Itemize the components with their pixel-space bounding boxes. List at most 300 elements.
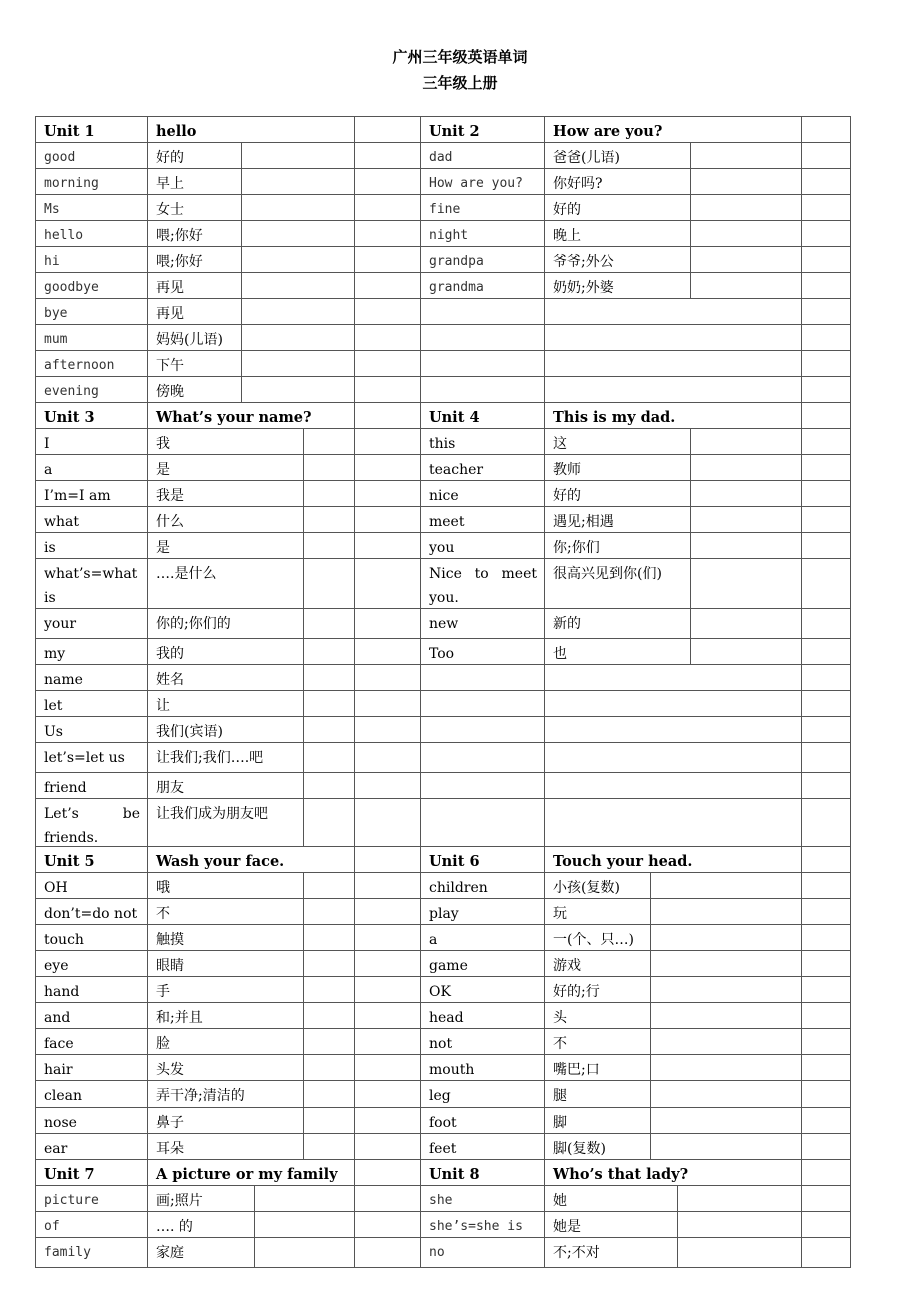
chinese-meaning: 让我们成为朋友吧	[148, 799, 304, 846]
empty-cell	[304, 559, 355, 608]
chinese-meaning: 爷爷;外公	[545, 247, 691, 272]
empty-cell	[802, 1134, 850, 1159]
empty-row	[420, 772, 851, 799]
english-word: a	[421, 925, 545, 950]
english-word: of	[36, 1212, 148, 1237]
empty-cell	[355, 847, 419, 872]
english-word: nose	[36, 1108, 148, 1133]
empty-cell	[802, 195, 850, 220]
empty-cell	[802, 1055, 850, 1080]
word-row	[420, 924, 851, 951]
vocab-table-left	[35, 117, 421, 1268]
empty-cell	[545, 299, 802, 324]
empty-cell	[802, 377, 850, 402]
english-word: leg	[421, 1081, 545, 1107]
empty-cell	[355, 377, 419, 402]
empty-cell	[304, 1134, 355, 1159]
english-word: good	[36, 143, 148, 168]
word-row	[420, 1133, 851, 1160]
word-row	[35, 298, 421, 325]
empty-cell	[304, 1055, 355, 1080]
chinese-meaning: 好的	[545, 481, 691, 506]
english-word: foot	[421, 1108, 545, 1133]
chinese-meaning: 小孩(复数)	[545, 873, 651, 898]
empty-cell	[651, 899, 802, 924]
english-word: hi	[36, 247, 148, 272]
english-word: face	[36, 1029, 148, 1054]
word-row	[35, 428, 421, 455]
english-word: picture	[36, 1186, 148, 1211]
word-row	[35, 898, 421, 925]
word-row	[420, 480, 851, 507]
empty-cell	[355, 743, 419, 772]
chinese-meaning: 一(个、只…)	[545, 925, 651, 950]
english-word: let	[36, 691, 148, 716]
empty-cell	[421, 377, 545, 402]
english-word: night	[421, 221, 545, 246]
english-word-line2: friends.	[44, 830, 99, 846]
empty-cell	[242, 325, 355, 350]
english-word: evening	[36, 377, 148, 402]
word-row	[35, 772, 421, 799]
word-row	[35, 272, 421, 299]
english-word: touch	[36, 925, 148, 950]
u2-header-row	[420, 116, 851, 143]
empty-cell	[304, 799, 355, 846]
empty-cell	[355, 609, 419, 638]
word-row	[35, 690, 421, 717]
u6-header-row	[420, 846, 851, 873]
chinese-meaning: 鼻子	[148, 1108, 304, 1133]
word-row	[35, 1185, 421, 1212]
english-word: Us	[36, 717, 148, 742]
empty-cell	[355, 1081, 419, 1107]
chinese-meaning: 新的	[545, 609, 691, 638]
empty-cell	[421, 665, 545, 690]
chinese-meaning: 好的;行	[545, 977, 651, 1002]
chinese-meaning: 下午	[148, 351, 242, 376]
unit-title: A picture or my family	[148, 1160, 355, 1185]
english-word: hello	[36, 221, 148, 246]
empty-cell	[304, 1081, 355, 1107]
empty-cell	[304, 609, 355, 638]
chinese-meaning: 奶奶;外婆	[545, 273, 691, 298]
word-row	[35, 1107, 421, 1134]
empty-cell	[691, 195, 802, 220]
word-row	[35, 1054, 421, 1081]
unit-label: Unit 5	[36, 847, 148, 872]
word-row	[420, 558, 851, 609]
empty-cell	[802, 743, 850, 772]
empty-cell	[802, 847, 850, 872]
word-row	[35, 664, 421, 691]
empty-cell	[355, 799, 419, 846]
chinese-meaning: 再见	[148, 273, 242, 298]
english-word: let’s=let us	[36, 743, 148, 772]
word-row	[35, 798, 421, 847]
empty-cell	[355, 403, 419, 428]
empty-cell	[802, 169, 850, 194]
chinese-meaning: 喂;你好	[148, 247, 242, 272]
empty-cell	[651, 1029, 802, 1054]
empty-cell	[802, 1108, 850, 1133]
word-row	[420, 168, 851, 195]
empty-cell	[691, 507, 802, 532]
chinese-meaning: 画;照片	[148, 1186, 255, 1211]
empty-cell	[421, 325, 545, 350]
word-row	[35, 742, 421, 773]
english-word: she	[421, 1186, 545, 1211]
empty-cell	[355, 247, 419, 272]
empty-cell	[421, 717, 545, 742]
empty-cell	[355, 273, 419, 298]
empty-cell	[304, 743, 355, 772]
english-word: teacher	[421, 455, 545, 480]
empty-row	[420, 716, 851, 743]
chinese-meaning: 头发	[148, 1055, 304, 1080]
empty-cell	[545, 691, 802, 716]
empty-cell	[802, 533, 850, 558]
chinese-meaning: 她是	[545, 1212, 678, 1237]
unit-title: How are you?	[545, 117, 802, 142]
english-word: hair	[36, 1055, 148, 1080]
empty-cell	[802, 429, 850, 454]
empty-cell	[802, 977, 850, 1002]
word-row	[35, 558, 421, 609]
chinese-meaning: 爸爸(儿语)	[545, 143, 691, 168]
empty-cell	[802, 481, 850, 506]
empty-cell	[802, 403, 850, 428]
word-row	[35, 872, 421, 899]
empty-cell	[802, 247, 850, 272]
empty-cell	[304, 1003, 355, 1028]
chinese-meaning: 我	[148, 429, 304, 454]
word-row	[420, 142, 851, 169]
english-word-line1: what’s=what	[44, 566, 138, 582]
empty-cell	[802, 559, 850, 608]
chinese-meaning: 姓名	[148, 665, 304, 690]
english-word: eye	[36, 951, 148, 976]
empty-cell	[691, 247, 802, 272]
empty-cell	[355, 1186, 419, 1211]
empty-cell	[691, 273, 802, 298]
word-row	[35, 924, 421, 951]
unit-label: Unit 2	[421, 117, 545, 142]
english-word: you	[421, 533, 545, 558]
empty-cell	[355, 1108, 419, 1133]
english-word-line2: you.	[429, 590, 459, 606]
english-word: hand	[36, 977, 148, 1002]
empty-cell	[802, 273, 850, 298]
empty-cell	[802, 351, 850, 376]
empty-cell	[355, 1238, 419, 1267]
empty-row	[420, 350, 851, 377]
empty-cell	[421, 351, 545, 376]
empty-row	[420, 324, 851, 351]
unit-title: Touch your head.	[545, 847, 802, 872]
word-row	[35, 376, 421, 403]
english-word: ear	[36, 1134, 148, 1159]
u3-header-row	[35, 402, 421, 429]
english-word-line2: is	[44, 590, 56, 606]
empty-cell	[802, 925, 850, 950]
empty-cell	[802, 117, 850, 142]
empty-cell	[304, 481, 355, 506]
empty-cell	[802, 507, 850, 532]
empty-cell	[304, 1029, 355, 1054]
empty-cell	[242, 195, 355, 220]
empty-row	[420, 298, 851, 325]
chinese-meaning: 触摸	[148, 925, 304, 950]
empty-cell	[691, 481, 802, 506]
empty-cell	[678, 1212, 802, 1237]
empty-cell	[421, 299, 545, 324]
empty-cell	[355, 691, 419, 716]
empty-cell	[355, 195, 419, 220]
empty-cell	[651, 1108, 802, 1133]
english-word: she’s=she is	[421, 1212, 545, 1237]
empty-cell	[242, 247, 355, 272]
chinese-meaning: 家庭	[148, 1238, 255, 1267]
empty-cell	[355, 169, 419, 194]
english-word: grandma	[421, 273, 545, 298]
empty-cell	[304, 717, 355, 742]
empty-cell	[545, 799, 802, 846]
empty-cell	[691, 143, 802, 168]
empty-cell	[691, 429, 802, 454]
word-row	[35, 976, 421, 1003]
empty-cell	[802, 691, 850, 716]
unit-title: hello	[148, 117, 355, 142]
word-row	[420, 532, 851, 559]
chinese-meaning: 女士	[148, 195, 242, 220]
chinese-meaning: 妈妈(儿语)	[148, 325, 242, 350]
english-word-line1: Let’s be	[44, 806, 140, 822]
word-row	[35, 638, 421, 665]
chinese-meaning: 玩	[545, 899, 651, 924]
english-word: this	[421, 429, 545, 454]
unit-title: What’s your name?	[148, 403, 355, 428]
english-word: is	[36, 533, 148, 558]
chinese-meaning: 傍晚	[148, 377, 242, 402]
empty-cell	[802, 1081, 850, 1107]
empty-cell	[802, 1212, 850, 1237]
empty-cell	[242, 169, 355, 194]
empty-cell	[355, 951, 419, 976]
empty-cell	[304, 925, 355, 950]
empty-cell	[651, 1055, 802, 1080]
page-title: 广州三年级英语单词	[392, 48, 528, 66]
unit-title: Wash your face.	[148, 847, 355, 872]
english-word	[36, 799, 148, 846]
empty-cell	[651, 925, 802, 950]
chinese-meaning: 好的	[545, 195, 691, 220]
empty-cell	[802, 1003, 850, 1028]
empty-cell	[242, 377, 355, 402]
chinese-meaning: 她	[545, 1186, 678, 1211]
empty-cell	[355, 299, 419, 324]
word-row	[420, 428, 851, 455]
chinese-meaning: 朋友	[148, 773, 304, 798]
empty-cell	[355, 325, 419, 350]
unit-label: Unit 3	[36, 403, 148, 428]
empty-cell	[355, 1134, 419, 1159]
empty-cell	[421, 799, 545, 846]
empty-cell	[255, 1186, 355, 1211]
chinese-meaning: 是	[148, 533, 304, 558]
word-row	[420, 1107, 851, 1134]
empty-row	[420, 798, 851, 847]
vocab-table-right	[420, 117, 851, 1268]
empty-cell	[802, 609, 850, 638]
chinese-meaning: 脚	[545, 1108, 651, 1133]
empty-cell	[802, 1186, 850, 1211]
word-row	[420, 1211, 851, 1238]
u1-header-row	[35, 116, 421, 143]
empty-cell	[421, 691, 545, 716]
chinese-meaning: 遇见;相遇	[545, 507, 691, 532]
empty-cell	[355, 143, 419, 168]
chinese-meaning: 我是	[148, 481, 304, 506]
empty-cell	[355, 507, 419, 532]
word-row	[420, 608, 851, 639]
empty-cell	[355, 773, 419, 798]
empty-cell	[545, 773, 802, 798]
word-row	[420, 506, 851, 533]
empty-cell	[242, 273, 355, 298]
english-word: I’m=I am	[36, 481, 148, 506]
word-row	[35, 480, 421, 507]
english-word: friend	[36, 773, 148, 798]
chinese-meaning: 再见	[148, 299, 242, 324]
empty-cell	[651, 1134, 802, 1159]
word-row	[35, 324, 421, 351]
empty-cell	[545, 351, 802, 376]
word-row	[35, 220, 421, 247]
word-row	[420, 454, 851, 481]
empty-cell	[304, 455, 355, 480]
english-word: and	[36, 1003, 148, 1028]
empty-cell	[651, 873, 802, 898]
word-row	[420, 220, 851, 247]
word-row	[35, 506, 421, 533]
word-row	[35, 608, 421, 639]
empty-cell	[304, 773, 355, 798]
empty-cell	[304, 429, 355, 454]
empty-cell	[802, 1029, 850, 1054]
u8-header-row	[420, 1159, 851, 1186]
chinese-meaning: 不;不对	[545, 1238, 678, 1267]
empty-cell	[545, 717, 802, 742]
english-word: OH	[36, 873, 148, 898]
empty-cell	[355, 1212, 419, 1237]
chinese-meaning: 腿	[545, 1081, 651, 1107]
empty-cell	[355, 455, 419, 480]
empty-cell	[691, 533, 802, 558]
chinese-meaning: 也	[545, 639, 691, 664]
empty-cell	[691, 609, 802, 638]
empty-cell	[678, 1238, 802, 1267]
chinese-meaning: 是	[148, 455, 304, 480]
english-word: Ms	[36, 195, 148, 220]
empty-cell	[802, 665, 850, 690]
empty-cell	[651, 951, 802, 976]
chinese-meaning: 手	[148, 977, 304, 1002]
chinese-meaning: 让我们;我们….吧	[148, 743, 304, 772]
english-word: afternoon	[36, 351, 148, 376]
word-row	[35, 950, 421, 977]
u4-header-row	[420, 402, 851, 429]
empty-cell	[802, 325, 850, 350]
empty-cell	[802, 455, 850, 480]
empty-cell	[304, 665, 355, 690]
english-word: children	[421, 873, 545, 898]
chinese-meaning: 教师	[545, 455, 691, 480]
english-word: not	[421, 1029, 545, 1054]
english-word: How are you?	[421, 169, 545, 194]
empty-cell	[651, 977, 802, 1002]
english-word: no	[421, 1238, 545, 1267]
empty-cell	[304, 977, 355, 1002]
english-word: don’t=do not	[36, 899, 148, 924]
english-word	[36, 559, 148, 608]
empty-cell	[691, 559, 802, 608]
empty-cell	[304, 1108, 355, 1133]
chinese-meaning: 晚上	[545, 221, 691, 246]
word-row	[420, 194, 851, 221]
english-word: I	[36, 429, 148, 454]
empty-cell	[802, 773, 850, 798]
empty-cell	[355, 1003, 419, 1028]
english-word: fine	[421, 195, 545, 220]
english-word: mum	[36, 325, 148, 350]
chinese-meaning: 喂;你好	[148, 221, 242, 246]
word-row	[35, 454, 421, 481]
word-row	[35, 1211, 421, 1238]
unit-label: Unit 1	[36, 117, 148, 142]
word-row	[35, 350, 421, 377]
word-row	[420, 1185, 851, 1212]
chinese-meaning: 耳朵	[148, 1134, 304, 1159]
word-row	[35, 194, 421, 221]
word-row	[420, 1054, 851, 1081]
english-word: bye	[36, 299, 148, 324]
empty-cell	[651, 1081, 802, 1107]
empty-cell	[802, 299, 850, 324]
chinese-meaning: 不	[545, 1029, 651, 1054]
empty-cell	[691, 221, 802, 246]
empty-cell	[802, 1238, 850, 1267]
word-row	[420, 638, 851, 665]
word-row	[420, 976, 851, 1003]
english-word: your	[36, 609, 148, 638]
unit-label: Unit 4	[421, 403, 545, 428]
english-word: my	[36, 639, 148, 664]
english-word: game	[421, 951, 545, 976]
empty-cell	[802, 899, 850, 924]
chinese-meaning: ….是什么	[148, 559, 304, 608]
word-row	[420, 272, 851, 299]
english-word: new	[421, 609, 545, 638]
chinese-meaning: 好的	[148, 143, 242, 168]
english-word	[421, 559, 545, 608]
empty-cell	[355, 925, 419, 950]
chinese-meaning: 嘴巴;口	[545, 1055, 651, 1080]
word-row	[35, 1002, 421, 1029]
empty-cell	[242, 221, 355, 246]
empty-cell	[355, 429, 419, 454]
page-subtitle: 三年级上册	[422, 74, 498, 92]
